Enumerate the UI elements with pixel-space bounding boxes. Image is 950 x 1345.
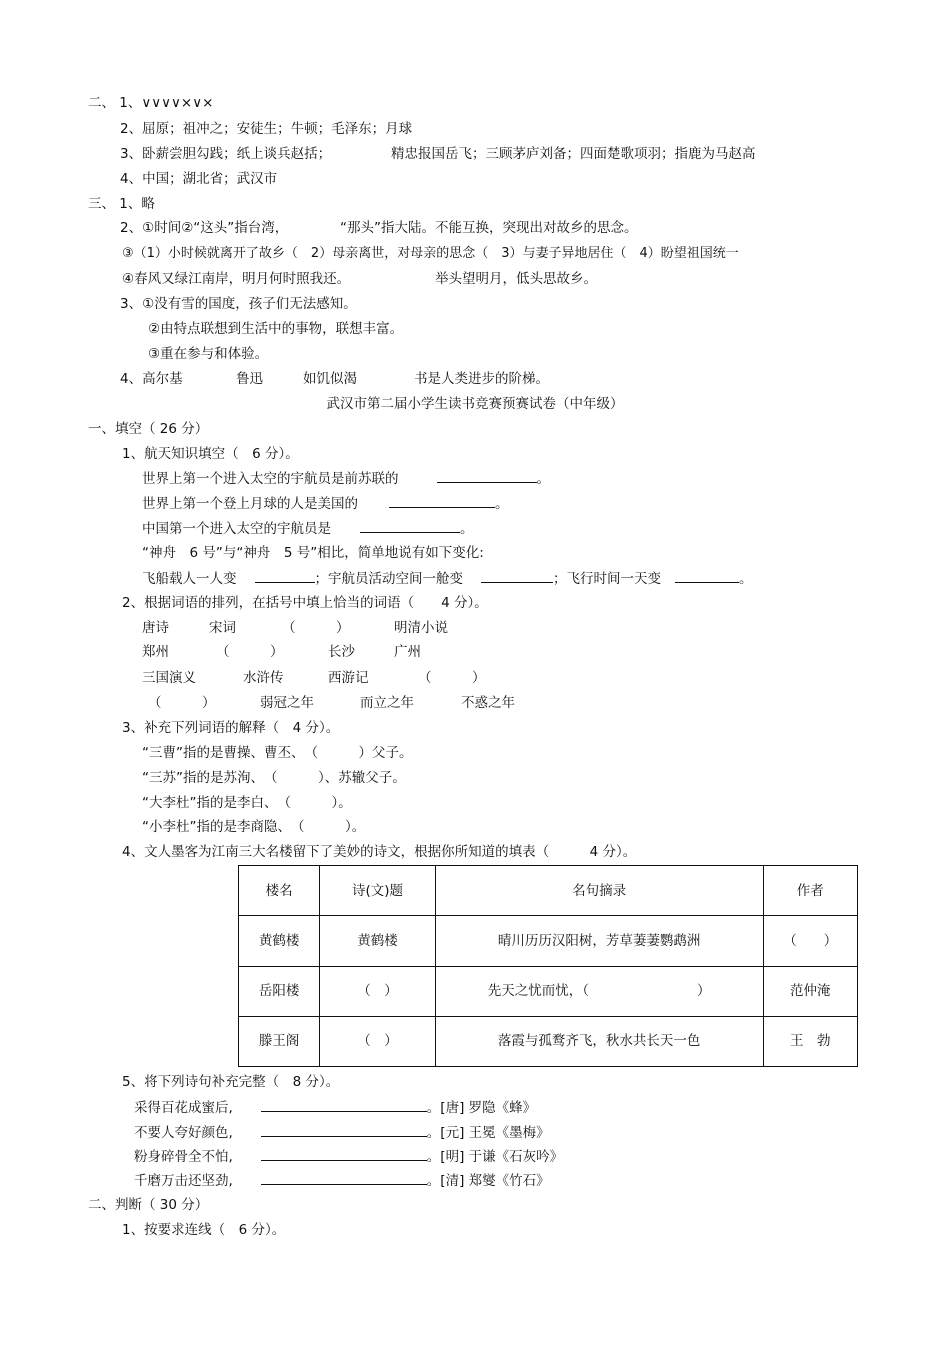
answer-3-2a: 2、①时间②“这头”指台湾， (120, 220, 289, 236)
table-cell: 岳阳楼 (239, 966, 320, 1016)
answer-3-4a: 4、高尔基 (120, 371, 183, 387)
q5-line-2 (134, 1123, 550, 1142)
q1-line3-text: 中国第一个进入太空的宇航员是 (142, 521, 331, 537)
answer-3-3b: ②由特点联想到生活中的事物，联想丰富。 (148, 321, 404, 337)
q2-r4c2: 弱冠之年 (260, 695, 314, 711)
q2-r3c2: 水浒传 (243, 670, 284, 686)
q5-source: 。[清] 郑燮《竹石》 (426, 1173, 550, 1189)
q1-period-3: 。 (460, 521, 474, 537)
answer-3-2b: “那头”指大陆。不能互换，突现出对故乡的思念。 (340, 220, 638, 236)
table-cell: 滕王阁 (239, 1016, 320, 1066)
q5-heading: 5、将下列诗句补充完整（ 8 分）。 (122, 1074, 340, 1090)
q2-r2c2[interactable]: （ ） (216, 644, 284, 660)
answer-2-3a: 3、卧薪尝胆勾践；纸上谈兵赵括； (120, 146, 332, 162)
answer-2-1: 二、 1、∨∨∨∨×∨× (88, 95, 214, 111)
table-header-cell: 诗(文)题 (320, 866, 435, 916)
q3-line3: “大李杜”指的是李白、 （ ）。 (142, 795, 352, 811)
q5-first-half: 不要人夸好颜色, (134, 1125, 233, 1141)
answer-3-4b: 鲁迅 (236, 371, 263, 387)
q2-r1c4: 明清小说 (394, 620, 448, 636)
table-cell: 范仲淹 (763, 966, 857, 1016)
table-cell-blank[interactable]: （ ） (763, 916, 857, 966)
q2-r1c3[interactable]: （ ） (282, 620, 350, 636)
q1-period-2: 。 (495, 496, 509, 512)
q2-r1c1: 唐诗 (142, 620, 169, 636)
q1-blank-4[interactable] (255, 569, 315, 583)
answer-2-4: 4、中国；湖北省；武汉市 (120, 171, 278, 187)
q1-blank-5[interactable] (481, 569, 553, 583)
q5-source: 。[明] 于谦《石灰吟》 (426, 1149, 564, 1165)
table-cell-blank[interactable]: 先天之忧而忧，（ ） (435, 966, 763, 1016)
q1-blank-6[interactable] (675, 569, 739, 583)
answer-3-2c: ③（1）小时候就离开了故乡（ 2）母亲离世，对母亲的思念（ 3）与妻子异地居住（ 4）盼望祖国统一 (122, 246, 739, 261)
q2-r4c1[interactable]: （ ） (148, 695, 216, 711)
q5-source: 。[元] 王冕《墨梅》 (426, 1125, 550, 1141)
answer-2-3b: 精忠报国岳飞；三顾茅庐刘备；四面楚歌项羽；指鹿为马赵高 (391, 146, 756, 162)
q2-r2c3: 长沙 (328, 644, 355, 660)
q2-r3c3: 西游记 (328, 670, 369, 686)
q3-line2: “三苏”指的是苏洵、 （ ）、苏辙父子。 (142, 770, 406, 786)
q1-line2 (142, 494, 509, 513)
q1-line4: “神舟 6 号”与“神舟 5 号”相比，简单地说有如下变化: (142, 545, 484, 561)
table-cell-blank[interactable]: （ ） (320, 966, 435, 1016)
table-header-cell: 楼名 (239, 866, 320, 916)
table-cell-blank[interactable]: （ ） (320, 1016, 435, 1066)
answer-3-2d1: ④春风又绿江南岸，明月何时照我还。 (122, 271, 351, 287)
q1-line5-a: 飞船载人一人变 (142, 571, 237, 587)
q2-r3c4[interactable]: （ ） (418, 670, 486, 686)
q5-line-1 (134, 1098, 536, 1117)
q5-line-4 (134, 1171, 550, 1190)
q5-first-half: 粉身碎骨全不怕, (134, 1149, 233, 1165)
answer-3-4d: 书是人类进步的阶梯。 (414, 371, 549, 387)
exam-title: 武汉市第二届小学生读书竞赛预赛试卷（中年级） (326, 396, 624, 412)
q2-r4c3: 而立之年 (360, 695, 414, 711)
q5-blank[interactable] (261, 1098, 427, 1112)
q5-blank[interactable] (261, 1123, 427, 1137)
q2-r4c4: 不惑之年 (461, 695, 515, 711)
q1-blank-2[interactable] (389, 494, 495, 508)
q1-period-1: 。 (536, 471, 550, 487)
q1-line5-c: ；飞行时间一天变 (553, 571, 661, 587)
answer-3-3c: ③重在参与和体验。 (148, 346, 269, 362)
q1-line3 (142, 519, 474, 538)
table-cell: 晴川历历汉阳树，芳草萋萋鹦鹉洲 (435, 916, 763, 966)
q4-heading: 4、文人墨客为江南三大名楼留下了美妙的诗文，根据你所知道的填表（ 4 分）。 (122, 844, 637, 860)
part2-heading: 二、判断（ 30 分） (88, 1197, 209, 1213)
q1-heading: 1、航天知识填空（ 6 分）。 (122, 446, 299, 462)
answer-3-3a: 3、①没有雪的国度，孩子们无法感知。 (120, 296, 357, 312)
part1-heading: 一、填空（ 26 分） (88, 421, 209, 437)
table-header-cell: 名句摘录 (435, 866, 763, 916)
q1-blank-1[interactable] (437, 469, 537, 483)
q2-heading: 2、根据词语的排列，在括号中填上恰当的词语（ 4 分）。 (122, 595, 488, 611)
q5-blank[interactable] (261, 1171, 427, 1185)
q5-first-half: 千磨万击还坚劲, (134, 1173, 233, 1189)
table-cell: 黄鹤楼 (239, 916, 320, 966)
table-cell: 落霞与孤鹜齐飞，秋水共长天一色 (435, 1016, 763, 1066)
answer-3-1: 三、 1、略 (88, 196, 155, 212)
q5-first-half: 采得百花成蜜后, (134, 1100, 233, 1116)
table-row (239, 1016, 858, 1066)
q2-r2c4: 广州 (394, 644, 421, 660)
q2-r3c1: 三国演义 (142, 670, 196, 686)
q1-line2-text: 世界上第一个登上月球的人是美国的 (142, 496, 358, 512)
table-cell: 黄鹤楼 (320, 916, 435, 966)
part2-q1-heading: 1、按要求连线（ 6 分）。 (122, 1222, 286, 1238)
table-cell: 王 勃 (763, 1016, 857, 1066)
q1-line1 (142, 469, 550, 488)
q1-period-4: 。 (739, 571, 753, 587)
q1-line5 (142, 569, 753, 588)
q2-r1c2: 宋词 (209, 620, 236, 636)
q5-blank[interactable] (261, 1147, 427, 1161)
q1-line5-b: ；宇航员活动空间一舱变 (314, 571, 463, 587)
answer-3-4c: 如饥似渴 (303, 371, 357, 387)
q3-heading: 3、补充下列词语的解释（ 4 分）。 (122, 720, 340, 736)
table-header-row (239, 866, 858, 916)
q5-line-3 (134, 1147, 563, 1166)
q5-source: 。[唐] 罗隐《蜂》 (426, 1100, 537, 1116)
q1-blank-3[interactable] (360, 519, 460, 533)
poem-towers-table (238, 865, 858, 1067)
answer-3-2d2: 举头望明月，低头思故乡。 (435, 271, 597, 287)
answer-2-2: 2、屈原；祖冲之；安徒生；牛顿；毛泽东；月球 (120, 121, 413, 137)
q2-r2c1: 郑州 (142, 644, 169, 660)
q1-line1-text: 世界上第一个进入太空的宇航员是前苏联的 (142, 471, 399, 487)
table-row (239, 916, 858, 966)
q3-line1: “三曹”指的是曹操、曹丕、 （ ）父子。 (142, 745, 413, 761)
table-row (239, 966, 858, 1016)
q3-line4: “小李杜”指的是李商隐、 （ ）。 (142, 819, 366, 835)
table-header-cell: 作者 (763, 866, 857, 916)
